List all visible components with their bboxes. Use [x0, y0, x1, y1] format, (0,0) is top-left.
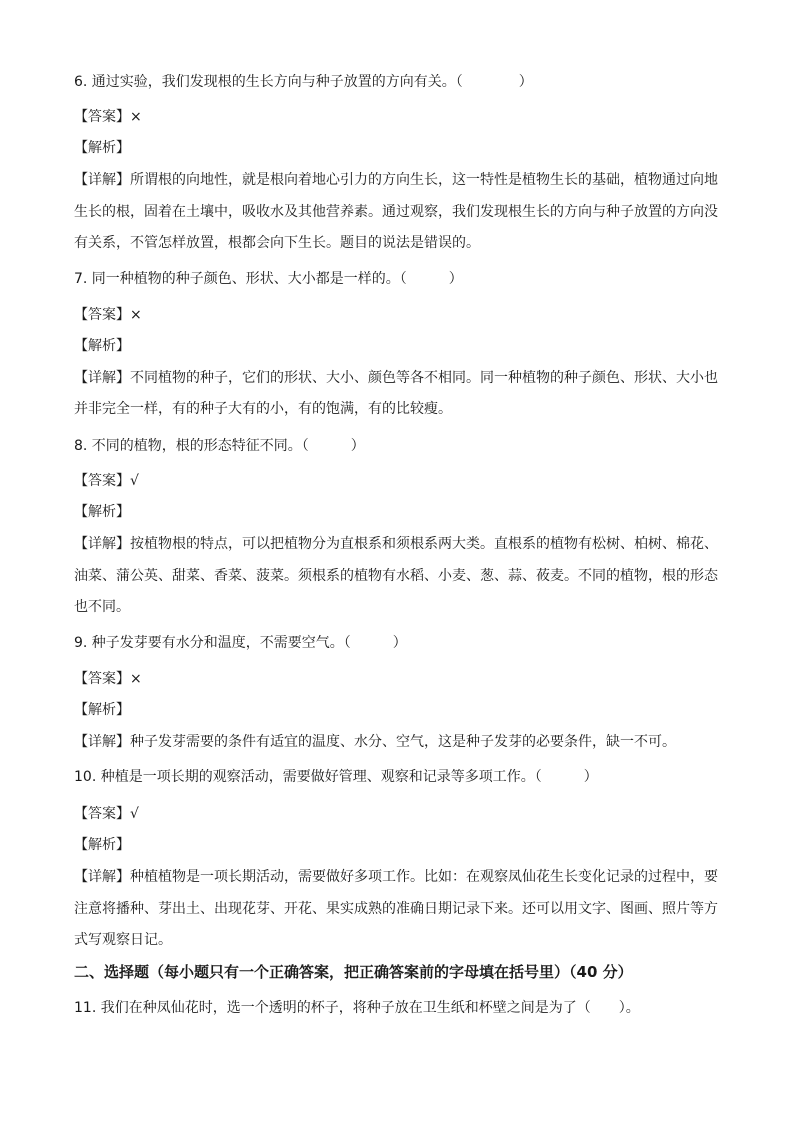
detail-label: 【详解】: [74, 370, 130, 386]
question-9: 9. 种子发芽要有水分和温度，不需要空气。（ ）: [74, 635, 407, 651]
answer-mark: ×: [130, 109, 142, 125]
question-10: 10. 种植是一项长期的观察活动，需要做好管理、观察和记录等多项工作。（ ）: [74, 769, 598, 785]
answer-label: 【答案】: [74, 473, 130, 489]
detail-text: 种子发芽需要的条件有适宜的温度、水分、空气，这是种子发芽的必要条件，缺一不可。: [130, 734, 676, 750]
detail-10-line-2: 注意将播种、芽出土、出现花芽、开花、果实成熟的准确日期记录下来。还可以用文字、图画、照片等方: [74, 901, 718, 917]
detail-label: 【详解】: [74, 536, 130, 552]
question-8: 8. 不同的植物，根的形态特征不同。（ ）: [74, 438, 365, 454]
question-11: 11. 我们在种凤仙花时，选一个透明的杯子，将种子放在卫生纸和杯壁之间是为了（ ）。: [74, 1000, 640, 1016]
detail-label: 【详解】: [74, 172, 130, 188]
answer-mark: ×: [130, 307, 142, 323]
answer-9: [74, 669, 724, 689]
detail-7-line-2: 并非完全一样，有的种子大有的小，有的饱满，有的比较瘦。: [74, 401, 452, 417]
answer-mark: √: [130, 806, 139, 822]
detail-6-line-2: 生长的根，固着在土壤中，吸收水及其他营养素。通过观察，我们发现根生长的方向与种子放置的方向没: [74, 204, 718, 220]
answer-label: 【答案】: [74, 109, 130, 125]
detail-label: 【详解】: [74, 734, 130, 750]
answer-7: [74, 305, 724, 325]
detail-7-line-1: [74, 368, 724, 388]
answer-label: 【答案】: [74, 806, 130, 822]
detail-6-line-3: 有关系，不管怎样放置，根都会向下生长。题目的说法是错误的。: [74, 235, 480, 251]
detail-8-line-3: 也不同。: [74, 599, 130, 615]
answer-label: 【答案】: [74, 307, 130, 323]
analysis-label-6: 【解析】: [74, 140, 130, 156]
analysis-label-10: 【解析】: [74, 837, 130, 853]
analysis-label-7: 【解析】: [74, 338, 130, 354]
detail-label: 【详解】: [74, 869, 130, 885]
analysis-label-8: 【解析】: [74, 504, 130, 520]
answer-mark: √: [130, 473, 139, 489]
detail-9-line-1: [74, 732, 724, 752]
analysis-label-9: 【解析】: [74, 702, 130, 718]
answer-8: [74, 471, 724, 491]
detail-text: 按植物根的特点，可以把植物分为直根系和须根系两大类。直根系的植物有松树、柏树、棉花、: [130, 536, 718, 552]
detail-8-line-1: [74, 534, 724, 554]
section-heading: 二、选择题（每小题只有一个正确答案，把正确答案前的字母填在括号里）（40 分）: [74, 963, 633, 981]
detail-text: 种植植物是一项长期活动，需要做好多项工作。比如：在观察凤仙花生长变化记录的过程中，要: [130, 869, 718, 885]
detail-8-line-2: 油菜、蒲公英、甜菜、香菜、菠菜。须根系的植物有水稻、小麦、葱、蒜、莜麦。不同的植物，根的形态: [74, 568, 718, 584]
detail-10-line-1: [74, 867, 724, 887]
question-6: 6. 通过实验，我们发现根的生长方向与种子放置的方向有关。（ ）: [74, 74, 533, 90]
answer-mark: ×: [130, 671, 142, 687]
answer-6: [74, 107, 724, 127]
question-7: 7. 同一种植物的种子颜色、形状、大小都是一样的。（ ）: [74, 271, 463, 287]
answer-10: [74, 804, 724, 824]
detail-text: 所谓根的向地性，就是根向着地心引力的方向生长，这一特性是植物生长的基础，植物通过向地: [130, 172, 718, 188]
detail-text: 不同植物的种子，它们的形状、大小、颜色等各不相同。同一种植物的种子颜色、形状、大小也: [130, 370, 718, 386]
detail-6-line-1: [74, 170, 724, 190]
answer-label: 【答案】: [74, 671, 130, 687]
detail-10-line-3: 式写观察日记。: [74, 932, 172, 948]
